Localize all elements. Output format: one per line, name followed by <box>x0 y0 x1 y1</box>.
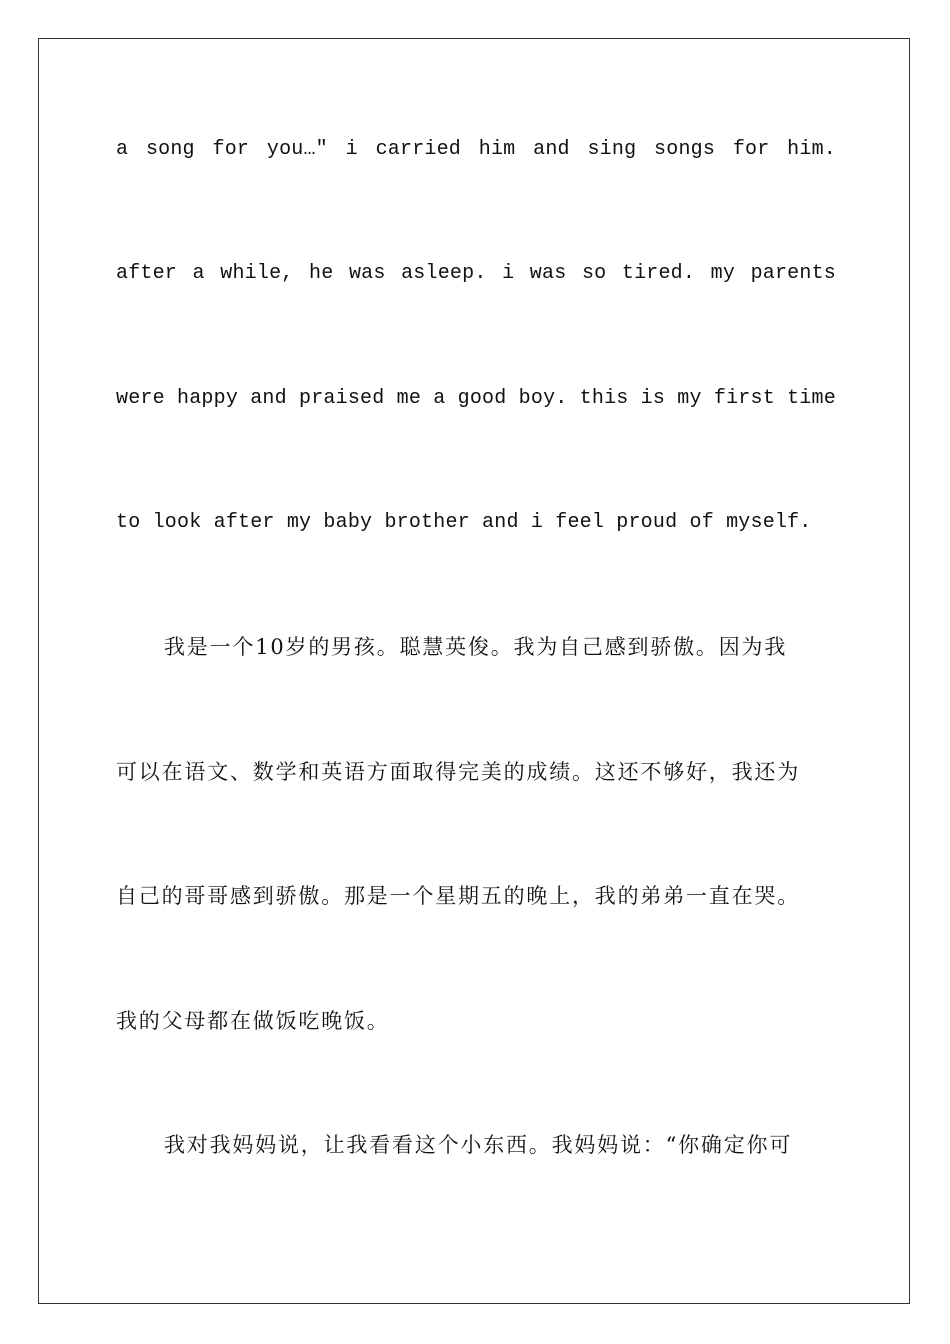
word: him <box>478 138 516 161</box>
paragraph-line-4: 我的父母都在做饭吃晚饭。 <box>116 1009 390 1033</box>
text-line-3: were happy and praised me a good boy. this is my first time <box>116 387 836 410</box>
word: tired. <box>621 262 696 285</box>
word: song <box>145 138 195 161</box>
paragraph-line-3: 自己的哥哥感到骄傲。那是一个星期五的晚上，我的弟弟一直在哭。 <box>116 884 800 908</box>
word: and <box>533 138 570 161</box>
word: while, <box>220 262 294 285</box>
paragraph-line-2: 可以在语文、数学和英语方面取得完美的成绩。这还不够好，我还为 <box>116 760 800 784</box>
word: parents <box>750 262 836 285</box>
paragraph-line-5: 我对我妈妈说，让我看看这个小东西。我妈妈说：“你确定你可 <box>164 1133 793 1157</box>
text-line-1 <box>116 135 836 165</box>
word: he <box>309 262 334 285</box>
word: carried <box>375 138 462 161</box>
text-line-2 <box>116 259 836 289</box>
word: was <box>348 262 386 285</box>
word: you…″ <box>266 138 328 161</box>
word: sing <box>587 138 637 161</box>
word: a <box>192 262 205 285</box>
word: so <box>581 262 607 285</box>
word: for <box>212 138 250 161</box>
page-border <box>38 38 910 1304</box>
word: i <box>502 262 515 285</box>
word: asleep. <box>401 262 487 285</box>
word: songs <box>654 138 716 161</box>
word: after <box>116 262 178 285</box>
text-line-4: to look after my baby brother and i feel proud of myself. <box>116 511 812 534</box>
word: for <box>732 138 770 161</box>
word: a <box>116 138 129 161</box>
word: my <box>710 262 736 285</box>
word: was <box>529 262 567 285</box>
word: i <box>345 138 358 161</box>
word: him. <box>787 138 836 161</box>
paragraph-line-1: 我是一个10岁的男孩。聪慧英俊。我为自己感到骄傲。因为我 <box>164 635 788 659</box>
